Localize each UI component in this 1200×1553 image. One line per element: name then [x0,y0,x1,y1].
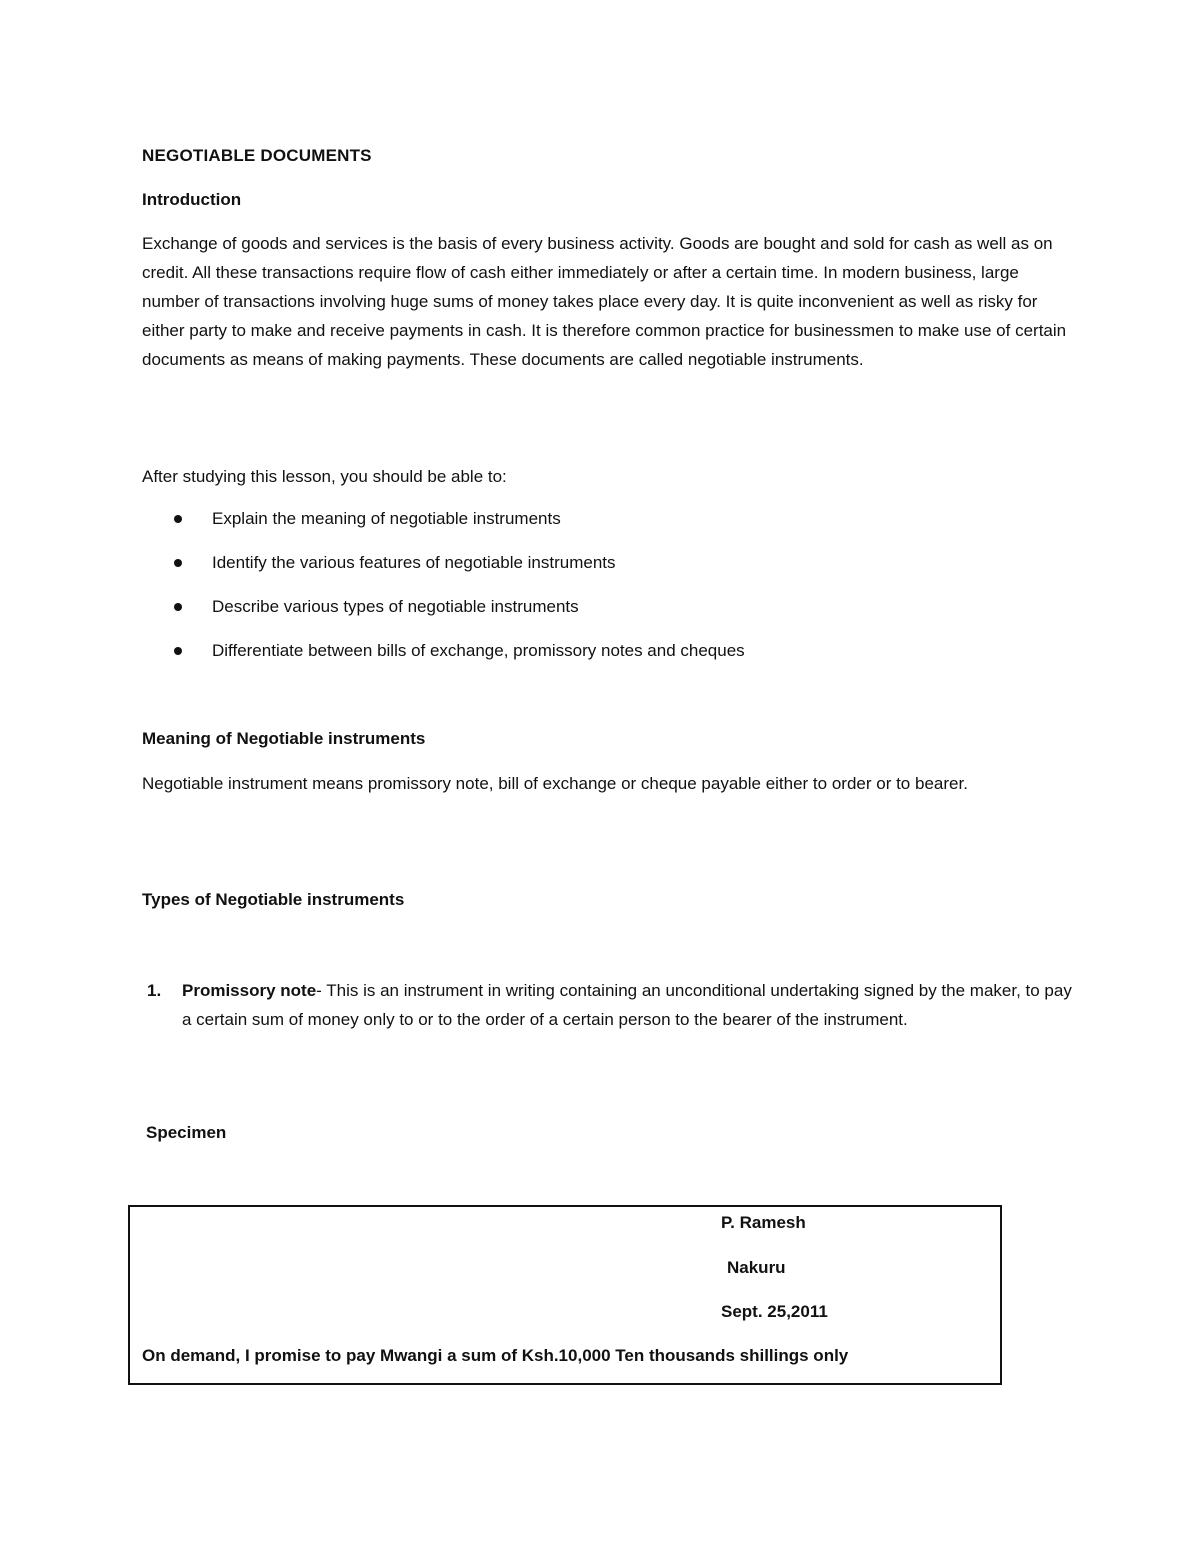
types-heading: Types of Negotiable instruments [142,890,405,909]
bullet-icon [174,559,182,567]
objective-text: Explain the meaning of negotiable instruments [212,509,561,528]
specimen-name: P. Ramesh [721,1213,806,1232]
meaning-heading: Meaning of Negotiable instruments [142,729,426,748]
type-entry [182,976,1072,1034]
specimen-statement: On demand, I promise to pay Mwangi a sum of Ksh.10,000 Ten thousands shillings only [142,1346,849,1365]
list-item [142,976,1072,1034]
objectives-lead: After studying this lesson, you should be able to: [142,467,507,486]
specimen-promissory-note [128,1205,1002,1385]
type-definition: - This is an instrument in writing containing an unconditional undertaking signed by the maker, to pay a certain sum of money only to or to the order of a certain person to the bearer of the instrument. [182,981,1072,1029]
objective-text: Differentiate between bills of exchange, promissory notes and cheques [212,641,745,660]
specimen-date: Sept. 25,2011 [721,1302,828,1321]
types-list [142,976,1072,1034]
bullet-icon [174,515,182,523]
objective-text: Identify the various features of negotiable instruments [212,553,616,572]
objective-text: Describe various types of negotiable instruments [212,597,579,616]
list-number: 1. [147,981,162,1000]
type-term: Promissory note [182,981,317,1000]
specimen-label: Specimen [146,1123,227,1142]
bullet-icon [174,647,182,655]
introduction-heading: Introduction [142,190,242,209]
introduction-paragraph: Exchange of goods and services is the basis of every business activity. Goods are bought and sold for cash as well as on credit. All these transactions require flow of cash either immediately or after a certain time. In modern business, large number of transactions involving huge sums of money takes place every day. It is quite inconvenient as well as risky for either party to make and receive payments in cash. It is therefore common practice for businessmen to make use of certain documents as means of making payments. These documents are called negotiable instruments. [142,234,1067,369]
bullet-icon [174,603,182,611]
specimen-place: Nakuru [727,1258,786,1277]
meaning-paragraph: Negotiable instrument means promissory note, bill of exchange or cheque payable either to order or to bearer. [142,774,968,793]
document-title: NEGOTIABLE DOCUMENTS [142,146,372,165]
